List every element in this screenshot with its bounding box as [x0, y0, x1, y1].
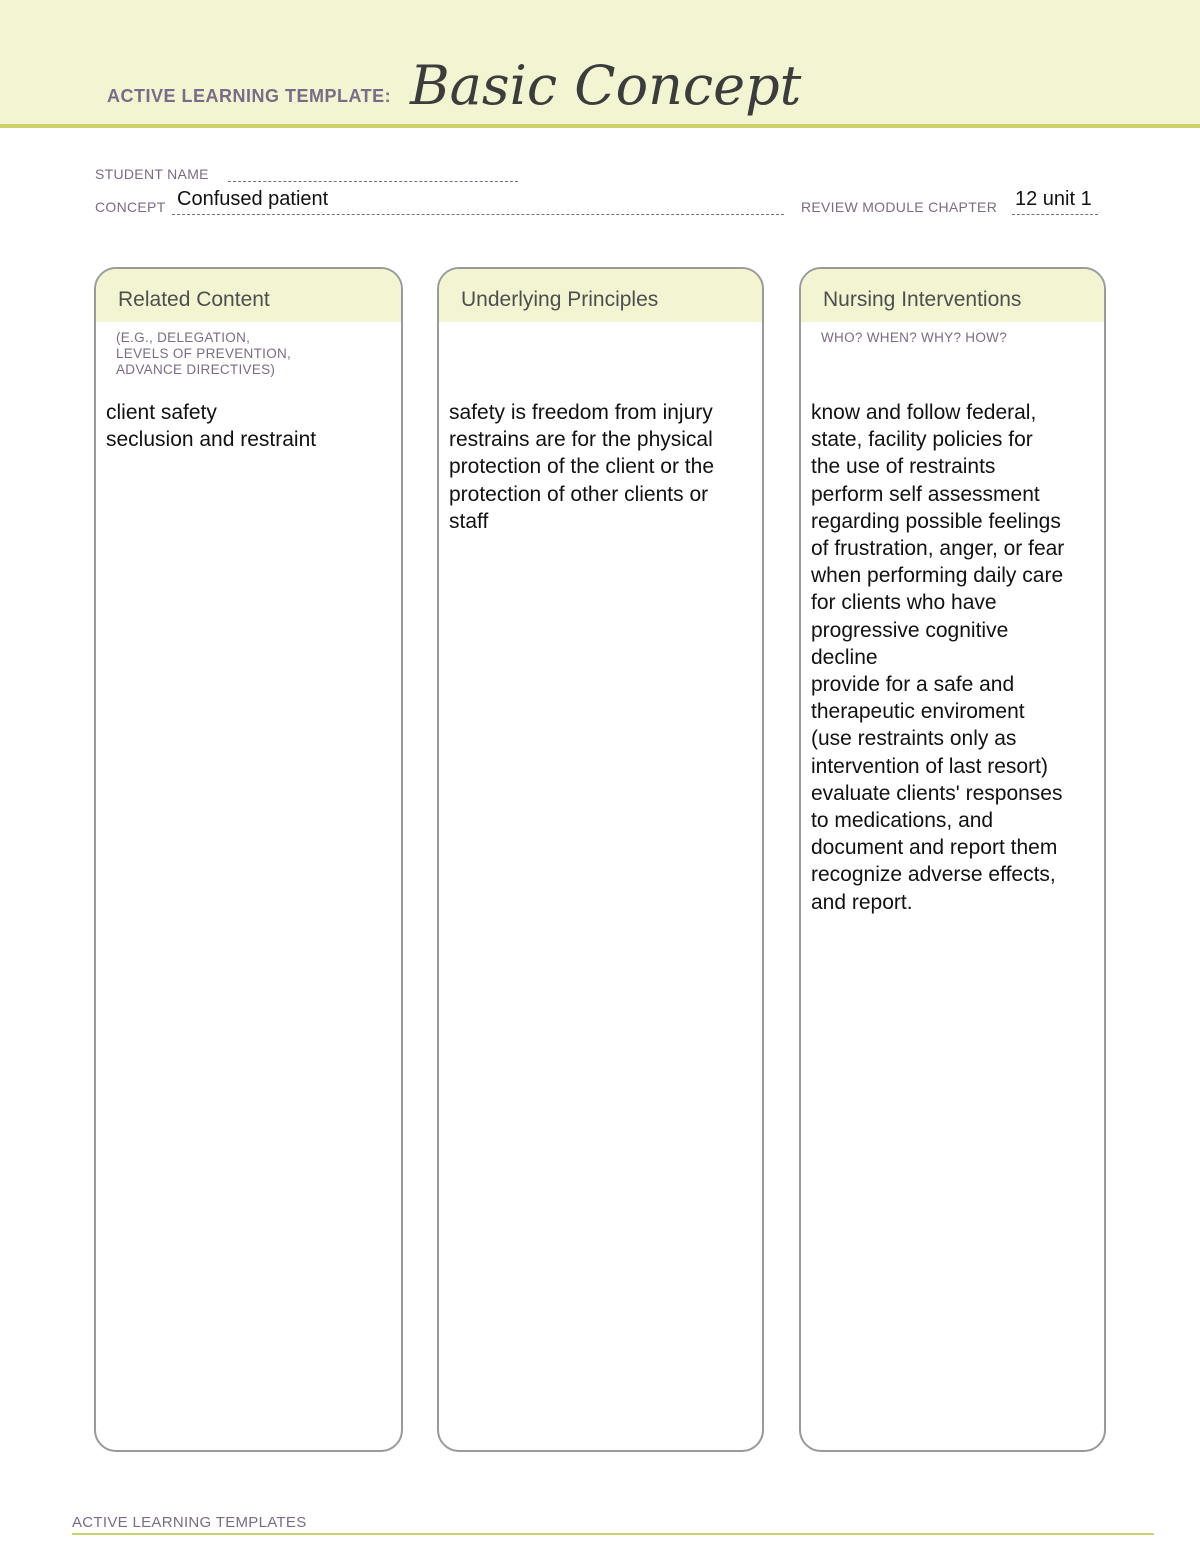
panel-subtitle: (E.G., DELEGATION, LEVELS OF PREVENTION, ADVANCE DIRECTIVES) [116, 330, 292, 377]
concept-underline [172, 214, 784, 215]
panel-title: Nursing Interventions [801, 269, 1104, 322]
template-title: Basic Concept [410, 54, 802, 117]
nursing-interventions-text[interactable]: know and follow federal, state, facility policies for the use of restraints perform self assessment regarding possible feelings of frustration, anger, or fear when performing daily care for clients who have progressive cognitive decline provide for a safe and therapeutic enviroment (use restraints only as intervention of last resort) evaluate clients' responses to medications, and document and report them recognize adverse effects, and report. [811, 401, 1065, 914]
underlying-principles-panel [437, 267, 764, 1452]
panel-subtitle [439, 322, 762, 330]
related-content-panel [94, 267, 403, 1452]
review-module-label: REVIEW MODULE CHAPTER [801, 199, 998, 215]
student-name-underline [228, 181, 518, 182]
panel-title: Underlying Principles [439, 269, 762, 322]
underlying-principles-text[interactable]: safety is freedom from injury restrains are for the physical protection of the client or the protection of other clients or staff [449, 401, 714, 533]
footer-label: ACTIVE LEARNING TEMPLATES [72, 1514, 307, 1531]
concept-label: CONCEPT [95, 199, 166, 215]
nursing-interventions-panel [799, 267, 1106, 1452]
header-rule [0, 124, 1200, 128]
concept-field[interactable]: Confused patient [177, 188, 329, 210]
review-module-underline [1012, 214, 1098, 215]
template-label: ACTIVE LEARNING TEMPLATE: [107, 86, 392, 106]
related-content-text[interactable]: client safety seclusion and restraint [106, 401, 317, 452]
panel-title: Related Content [96, 269, 401, 322]
panel-subtitle: WHO? WHEN? WHY? HOW? [821, 330, 1008, 345]
footer-rule [72, 1533, 1154, 1535]
student-name-label: STUDENT NAME [95, 166, 209, 182]
review-module-field[interactable]: 12 unit 1 [1015, 188, 1092, 210]
